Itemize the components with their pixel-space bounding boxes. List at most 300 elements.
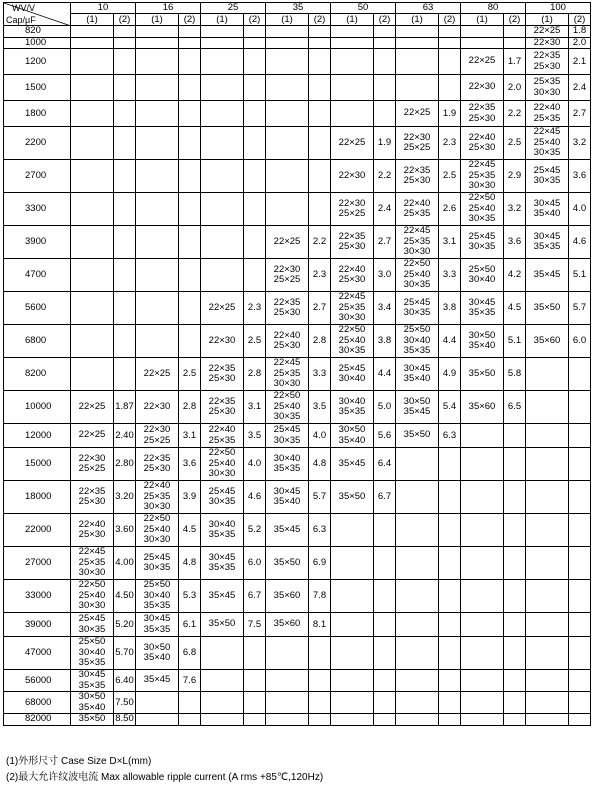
- case-size-value: 22×30: [208, 334, 236, 346]
- case-size-value: 22×50: [273, 390, 301, 402]
- ripple-current-cell: [244, 75, 266, 101]
- ripple-current-cell: 5.4: [439, 391, 461, 424]
- ripple-current-cell: [439, 637, 461, 670]
- ripple-current-cell: [179, 26, 201, 38]
- ripple-current-cell: [504, 692, 526, 714]
- case-size-cell: [201, 49, 244, 75]
- ripple-current-cell: 3.9: [179, 481, 201, 514]
- table-row: [4, 325, 591, 358]
- ripple-current-cell: [114, 325, 136, 358]
- case-size-value: 22×25: [78, 429, 106, 441]
- subheader-size: (1): [201, 14, 244, 26]
- case-size-value: 25×25: [78, 463, 106, 474]
- case-size-cell: [71, 637, 114, 670]
- case-size-cell: [71, 670, 114, 692]
- ripple-current-cell: [504, 613, 526, 637]
- case-size-value: 25×30: [78, 529, 106, 540]
- case-size-cell: [396, 637, 439, 670]
- case-size-value: 25×35: [533, 76, 561, 87]
- case-size-value: 35×35: [78, 679, 106, 691]
- case-size-value: 25×50: [78, 636, 106, 648]
- case-size-value: 30×40: [273, 452, 301, 464]
- case-size-value: 22×40: [143, 480, 171, 492]
- case-size-value: 25×40: [208, 457, 236, 469]
- case-size-cell: [71, 580, 114, 613]
- ripple-current-cell: [114, 292, 136, 325]
- case-size-cell: [526, 481, 569, 514]
- case-size-cell: [461, 292, 504, 325]
- case-size-value: 35×40: [403, 373, 431, 384]
- case-size-cell: [331, 547, 374, 580]
- ripple-current-cell: [569, 637, 591, 670]
- case-size-cell: [461, 613, 504, 637]
- case-size-value: 35×45: [533, 268, 561, 280]
- ripple-current-cell: [439, 670, 461, 692]
- case-size-value: 25×45: [143, 551, 171, 563]
- case-size-value: 35×50: [78, 713, 106, 724]
- case-size-value: 30×35: [338, 345, 366, 357]
- ripple-current-cell: [439, 37, 461, 49]
- case-size-cell: [331, 514, 374, 547]
- case-size-cell: [71, 193, 114, 226]
- capacitance-cell: 4700: [4, 259, 71, 292]
- case-size-value: 22×50: [78, 579, 106, 591]
- note-ripple-current: (2)最大允许纹波电流 Max allowable ripple current (A rms +85℃,120Hz): [6, 772, 324, 783]
- case-size-cell: [136, 481, 179, 514]
- ripple-current-cell: 3.4: [374, 292, 396, 325]
- case-size-cell: [526, 49, 569, 75]
- ripple-current-cell: 2.2: [309, 226, 331, 259]
- case-size-value: 25×40: [338, 334, 366, 346]
- case-size-cell: [396, 49, 439, 75]
- ripple-current-cell: [179, 193, 201, 226]
- case-size-value: 25×50: [468, 263, 496, 275]
- case-size-value: 25×25: [338, 208, 366, 219]
- case-size-cell: [461, 580, 504, 613]
- case-size-value: 35×35: [208, 529, 236, 540]
- case-size-cell: [266, 101, 309, 127]
- capacitance-cell: 18000: [4, 481, 71, 514]
- ripple-current-cell: 6.3: [439, 424, 461, 448]
- capacitance-cell: 68000: [4, 692, 71, 714]
- case-size-value: 25×40: [533, 136, 561, 148]
- case-size-cell: [136, 448, 179, 481]
- table-row: [4, 637, 591, 670]
- case-size-cell: [461, 75, 504, 101]
- ripple-current-cell: 6.0: [569, 325, 591, 358]
- case-size-cell: [266, 692, 309, 714]
- case-size-value: 25×35: [533, 112, 561, 124]
- case-size-cell: [461, 714, 504, 726]
- ripple-current-cell: 4.5: [179, 514, 201, 547]
- ripple-current-cell: [439, 613, 461, 637]
- ripple-current-cell: [504, 514, 526, 547]
- ripple-current-cell: [114, 101, 136, 127]
- ripple-current-cell: 3.3: [309, 358, 331, 391]
- ripple-current-cell: 5.7: [569, 292, 591, 325]
- case-size-value: 25×40: [403, 268, 431, 280]
- capacitance-cell: 6800: [4, 325, 71, 358]
- case-size-value: 30×45: [533, 230, 561, 242]
- case-size-value: 22×35: [468, 102, 496, 113]
- case-size-value: 30×30: [273, 378, 301, 390]
- case-size-cell: [266, 26, 309, 38]
- voltage-header: 16: [136, 3, 201, 14]
- ripple-current-cell: [374, 37, 396, 49]
- case-size-value: 30×40: [78, 646, 106, 658]
- case-size-value: 35×60: [273, 618, 301, 630]
- note-case-size: (1)外形尺寸 Case Size D×L(mm): [6, 756, 152, 767]
- case-size-value: 30×45: [208, 551, 236, 563]
- ripple-current-cell: 3.6: [504, 226, 526, 259]
- ripple-current-cell: [439, 75, 461, 101]
- ripple-current-cell: 3.2: [569, 127, 591, 160]
- case-size-value: 35×35: [468, 307, 496, 318]
- ripple-current-cell: 5.1: [569, 259, 591, 292]
- case-size-cell: [331, 391, 374, 424]
- case-size-value: 22×35: [208, 395, 236, 407]
- capacitor-spec-table: [3, 2, 591, 726]
- case-size-value: 25×40: [273, 400, 301, 412]
- ripple-current-cell: 3.1: [439, 226, 461, 259]
- capacitance-cell: 3900: [4, 226, 71, 259]
- case-size-value: 25×30: [143, 463, 171, 474]
- case-size-cell: [136, 514, 179, 547]
- table-row: [4, 613, 591, 637]
- case-size-value: 22×50: [338, 324, 366, 336]
- case-size-cell: [331, 101, 374, 127]
- subheader-current: (2): [439, 14, 461, 26]
- case-size-value: 22×30: [78, 452, 106, 464]
- ripple-current-cell: 2.0: [569, 37, 591, 49]
- case-size-cell: [396, 26, 439, 38]
- case-size-cell: [461, 26, 504, 38]
- subheader-current: (2): [504, 14, 526, 26]
- table-row: [4, 580, 591, 613]
- case-size-cell: [526, 358, 569, 391]
- case-size-cell: [266, 75, 309, 101]
- voltage-header: 100: [526, 3, 591, 14]
- subheader-current: (2): [374, 14, 396, 26]
- capacitance-cell: 39000: [4, 613, 71, 637]
- case-size-cell: [331, 49, 374, 75]
- case-size-value: 30×35: [403, 279, 431, 291]
- case-size-value: 30×30: [338, 312, 366, 324]
- capacitance-cell: 2200: [4, 127, 71, 160]
- ripple-current-cell: 3.2: [504, 193, 526, 226]
- ripple-current-cell: 6.3: [309, 514, 331, 547]
- ripple-current-cell: [569, 613, 591, 637]
- case-size-cell: [331, 259, 374, 292]
- case-size-value: 30×50: [468, 329, 496, 341]
- subheader-size: (1): [266, 14, 309, 26]
- case-size-cell: [396, 670, 439, 692]
- case-size-cell: [526, 325, 569, 358]
- case-size-value: 35×50: [403, 429, 431, 441]
- ripple-current-cell: [504, 714, 526, 726]
- case-size-cell: [331, 580, 374, 613]
- case-size-value: 22×50: [403, 258, 431, 270]
- case-size-cell: [331, 37, 374, 49]
- table-row: [4, 37, 591, 49]
- case-size-cell: [266, 193, 309, 226]
- case-size-value: 22×50: [208, 447, 236, 459]
- ripple-current-cell: [374, 514, 396, 547]
- ripple-current-cell: 4.50: [114, 580, 136, 613]
- case-size-cell: [136, 75, 179, 101]
- case-size-value: 35×45: [338, 457, 366, 469]
- ripple-current-cell: 6.9: [309, 547, 331, 580]
- case-size-cell: [136, 692, 179, 714]
- ripple-current-cell: 2.1: [569, 49, 591, 75]
- ripple-current-cell: 3.3: [439, 259, 461, 292]
- case-size-value: 25×30: [273, 340, 301, 351]
- ripple-current-cell: [569, 692, 591, 714]
- ripple-current-cell: 4.8: [179, 547, 201, 580]
- ripple-current-cell: [179, 714, 201, 726]
- ripple-current-cell: 6.7: [244, 580, 266, 613]
- case-size-cell: [201, 37, 244, 49]
- case-size-value: 22×25: [338, 136, 366, 148]
- ripple-current-cell: [504, 580, 526, 613]
- case-size-value: 22×50: [468, 192, 496, 204]
- case-size-cell: [331, 127, 374, 160]
- ripple-current-cell: [309, 637, 331, 670]
- case-size-cell: [201, 193, 244, 226]
- case-size-cell: [461, 226, 504, 259]
- case-size-value: 25×35: [143, 490, 171, 502]
- ripple-current-cell: [374, 692, 396, 714]
- case-size-value: 25×45: [208, 485, 236, 497]
- case-size-cell: [201, 226, 244, 259]
- case-size-value: 25×35: [468, 169, 496, 181]
- case-size-value: 30×40: [208, 518, 236, 530]
- case-size-value: 30×35: [273, 434, 301, 446]
- case-size-value: 22×30: [468, 81, 496, 93]
- case-size-value: 35×35: [143, 600, 171, 612]
- case-size-cell: [71, 547, 114, 580]
- case-size-cell: [331, 481, 374, 514]
- case-size-cell: [201, 637, 244, 670]
- case-size-value: 25×30: [208, 406, 236, 417]
- case-size-cell: [461, 547, 504, 580]
- case-size-value: 25×30: [468, 112, 496, 124]
- case-size-value: 25×45: [273, 424, 301, 435]
- table-row: [4, 692, 591, 714]
- case-size-cell: [331, 670, 374, 692]
- case-size-value: 25×30: [338, 274, 366, 285]
- table-row: [4, 358, 591, 391]
- case-size-value: 22×25: [468, 55, 496, 67]
- ripple-current-cell: 2.3: [439, 127, 461, 160]
- ripple-current-cell: [374, 26, 396, 38]
- case-size-value: 30×30: [78, 600, 106, 612]
- ripple-current-cell: [504, 37, 526, 49]
- ripple-current-cell: 6.1: [179, 613, 201, 637]
- case-size-cell: [396, 75, 439, 101]
- ripple-current-cell: [244, 692, 266, 714]
- voltage-header: 25: [201, 3, 266, 14]
- case-size-cell: [136, 37, 179, 49]
- case-size-cell: [526, 547, 569, 580]
- case-size-value: 30×35: [533, 147, 561, 159]
- case-size-value: 30×40: [143, 589, 171, 601]
- case-size-cell: [201, 613, 244, 637]
- footnotes: [6, 754, 323, 786]
- case-size-cell: [136, 325, 179, 358]
- case-size-value: 35×35: [338, 406, 366, 417]
- ripple-current-cell: 4.6: [244, 481, 266, 514]
- case-size-value: 30×30: [208, 468, 236, 480]
- ripple-current-cell: 2.9: [504, 160, 526, 193]
- case-size-cell: [461, 49, 504, 75]
- ripple-current-cell: [244, 714, 266, 726]
- subheader-current: (2): [309, 14, 331, 26]
- case-size-cell: [71, 160, 114, 193]
- case-size-cell: [396, 391, 439, 424]
- case-size-cell: [461, 160, 504, 193]
- case-size-value: 25×35: [403, 208, 431, 219]
- case-size-cell: [136, 424, 179, 448]
- ripple-current-cell: 6.7: [374, 481, 396, 514]
- case-size-value: 30×35: [403, 307, 431, 318]
- case-size-cell: [201, 448, 244, 481]
- case-size-value: 25×30: [208, 373, 236, 384]
- capacitance-cell: 15000: [4, 448, 71, 481]
- case-size-value: 35×60: [273, 589, 301, 601]
- case-size-cell: [526, 292, 569, 325]
- case-size-value: 35×50: [468, 367, 496, 379]
- case-size-cell: [71, 49, 114, 75]
- ripple-current-cell: [114, 26, 136, 38]
- case-size-cell: [266, 226, 309, 259]
- case-size-value: 25×50: [403, 324, 431, 336]
- capacitance-cell: 5600: [4, 292, 71, 325]
- subheader-current: (2): [114, 14, 136, 26]
- case-size-value: 25×30: [338, 241, 366, 252]
- ripple-current-cell: 2.7: [569, 101, 591, 127]
- ripple-current-cell: [569, 714, 591, 726]
- case-size-cell: [266, 481, 309, 514]
- case-size-cell: [461, 358, 504, 391]
- case-size-value: 30×45: [468, 296, 496, 308]
- subheader-size: (1): [526, 14, 569, 26]
- ripple-current-cell: [244, 49, 266, 75]
- ripple-current-cell: 2.7: [374, 226, 396, 259]
- case-size-cell: [331, 75, 374, 101]
- ripple-current-cell: 1.8: [569, 26, 591, 38]
- ripple-current-cell: 2.4: [374, 193, 396, 226]
- ripple-current-cell: 2.0: [504, 75, 526, 101]
- capacitance-cell: 1200: [4, 49, 71, 75]
- ripple-current-cell: [569, 424, 591, 448]
- case-size-cell: [201, 325, 244, 358]
- table-row: [4, 75, 591, 101]
- case-size-cell: [136, 101, 179, 127]
- ripple-current-cell: [114, 37, 136, 49]
- case-size-cell: [201, 692, 244, 714]
- case-size-value: 25×45: [403, 296, 431, 308]
- ripple-current-cell: [439, 26, 461, 38]
- case-size-cell: [396, 613, 439, 637]
- case-size-value: 25×45: [468, 230, 496, 242]
- ripple-current-cell: [244, 26, 266, 38]
- capacitance-cell: 22000: [4, 514, 71, 547]
- ripple-current-cell: 7.6: [179, 670, 201, 692]
- case-size-value: 30×40: [338, 373, 366, 384]
- ripple-current-cell: 3.5: [244, 424, 266, 448]
- ripple-current-cell: [504, 424, 526, 448]
- ripple-current-cell: 2.80: [114, 448, 136, 481]
- voltage-header: 80: [461, 3, 526, 14]
- case-size-cell: [266, 358, 309, 391]
- case-size-cell: [461, 424, 504, 448]
- ripple-current-cell: [179, 160, 201, 193]
- ripple-current-cell: [569, 514, 591, 547]
- case-size-cell: [71, 514, 114, 547]
- case-size-cell: [331, 226, 374, 259]
- table-row: [4, 226, 591, 259]
- ripple-current-cell: 2.8: [244, 358, 266, 391]
- case-size-cell: [136, 160, 179, 193]
- case-size-cell: [71, 26, 114, 38]
- case-size-cell: [331, 26, 374, 38]
- capacitance-cell: 27000: [4, 547, 71, 580]
- case-size-value: 25×30: [468, 142, 496, 153]
- ripple-current-cell: 1.7: [504, 49, 526, 75]
- ripple-current-cell: 6.40: [114, 670, 136, 692]
- ripple-current-cell: 2.8: [179, 391, 201, 424]
- ripple-current-cell: [244, 259, 266, 292]
- ripple-current-cell: [309, 193, 331, 226]
- ripple-current-cell: 5.20: [114, 613, 136, 637]
- case-size-cell: [461, 692, 504, 714]
- case-size-cell: [71, 692, 114, 714]
- case-size-value: 25×45: [78, 613, 106, 624]
- case-size-cell: [331, 325, 374, 358]
- ripple-current-cell: [504, 637, 526, 670]
- case-size-value: 35×35: [533, 241, 561, 252]
- case-size-cell: [396, 714, 439, 726]
- case-size-cell: [396, 325, 439, 358]
- ripple-current-cell: [504, 481, 526, 514]
- ripple-current-cell: [374, 547, 396, 580]
- case-size-cell: [526, 424, 569, 448]
- case-size-value: 30×35: [533, 175, 561, 186]
- table-row: [4, 49, 591, 75]
- voltage-header: 10: [71, 3, 136, 14]
- case-size-cell: [136, 193, 179, 226]
- table-row: [4, 547, 591, 580]
- case-size-cell: [526, 448, 569, 481]
- case-size-value: 30×30: [468, 180, 496, 192]
- ripple-current-cell: 2.3: [244, 292, 266, 325]
- ripple-current-cell: 3.1: [179, 424, 201, 448]
- case-size-cell: [266, 580, 309, 613]
- ripple-current-cell: 5.70: [114, 637, 136, 670]
- case-size-value: 30×30: [143, 501, 171, 513]
- case-size-cell: [71, 448, 114, 481]
- ripple-current-cell: 2.4: [569, 75, 591, 101]
- case-size-cell: [526, 75, 569, 101]
- case-size-value: 22×25: [78, 400, 106, 412]
- case-size-value: 30×40: [403, 334, 431, 346]
- case-size-cell: [136, 49, 179, 75]
- case-size-value: 22×30: [338, 197, 366, 209]
- case-size-cell: [266, 613, 309, 637]
- case-size-cell: [331, 714, 374, 726]
- ripple-current-cell: [114, 358, 136, 391]
